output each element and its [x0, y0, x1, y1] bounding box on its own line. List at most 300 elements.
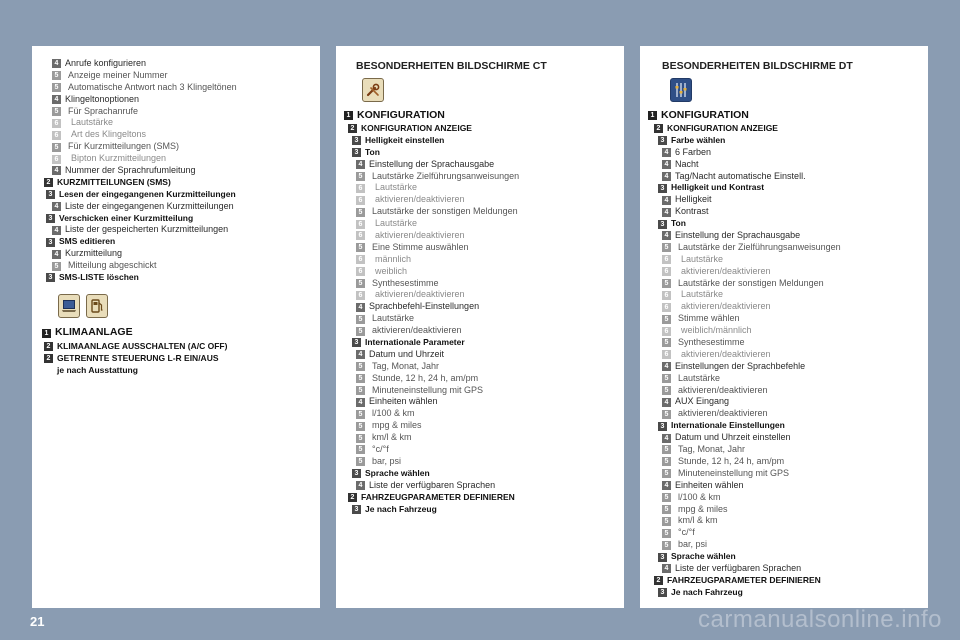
- menu-item-level-5: [640, 527, 928, 539]
- menu-item-level-3: [32, 272, 320, 284]
- menu-item-level-5: [336, 313, 624, 325]
- menu-item-level-5: [336, 206, 624, 218]
- level-badge: 3: [352, 505, 361, 514]
- menu-item-level-3: [640, 551, 928, 563]
- config-icons: [336, 78, 624, 104]
- menu-item-text: l/100 & km: [372, 408, 415, 419]
- level-badge: 2: [44, 342, 53, 351]
- level-badge: 4: [52, 226, 61, 235]
- menu-item-level-6: [336, 289, 624, 301]
- menu-item-level-4: [32, 94, 320, 106]
- menu-item-level-5: [640, 385, 928, 397]
- menu-item-text: Lautstärke der Zielführungsanweisungen: [678, 241, 841, 252]
- menu-item-text: Lautstärke Zielführungsanweisungen: [372, 170, 520, 181]
- menu-item-text: Bipton Kurzmitteilungen: [71, 153, 167, 164]
- menu-item-text: Nacht: [675, 158, 699, 169]
- menu-item-text: Lautstärke: [678, 372, 721, 383]
- page-number: 21: [30, 614, 45, 629]
- level-badge: 5: [662, 243, 671, 252]
- level-badge: 5: [662, 315, 671, 324]
- menu-item-text: aktivieren/deaktivieren: [375, 289, 465, 300]
- level-badge: 5: [356, 374, 365, 383]
- menu-item-text: männlich: [375, 253, 412, 264]
- level-badge: 5: [356, 208, 365, 217]
- menu-item-text: Synthesestimme: [678, 337, 745, 348]
- level-badge: 6: [356, 184, 365, 193]
- menu-item-text: Nummer der Sprachrufumleitung: [65, 165, 196, 176]
- menu-item-text: Automatische Antwort nach 3 Klingeltönen: [68, 81, 237, 92]
- menu-item-text: KLIMAANLAGE AUSSCHALTEN (A/C OFF): [57, 340, 228, 351]
- level-badge: 1: [344, 111, 353, 120]
- menu-item-level-4: [640, 480, 928, 492]
- level-badge: 3: [46, 190, 55, 199]
- menu-item-text: Kurzmitteilung: [65, 248, 123, 259]
- menu-item-text: Anzeige meiner Nummer: [68, 69, 168, 80]
- level-badge: 2: [654, 576, 663, 585]
- menu-item-text: Sprache wählen: [671, 551, 736, 562]
- menu-item-level-5: [336, 432, 624, 444]
- level-badge: 5: [356, 327, 365, 336]
- menu-item-text: Lautstärke: [71, 117, 114, 128]
- menu-item-level-5: [640, 539, 928, 551]
- level-badge: 4: [662, 231, 671, 240]
- level-badge: 5: [356, 243, 365, 252]
- level-badge: 5: [662, 410, 671, 419]
- level-badge: 6: [356, 196, 365, 205]
- menu-item-text: mpg & miles: [678, 503, 728, 514]
- menu-item-text: Je nach Fahrzeug: [671, 586, 743, 597]
- menu-item-text: aktivieren/deaktivieren: [375, 230, 465, 241]
- menu-item-text: 6 Farben: [675, 146, 712, 157]
- menu-item-level-3: [336, 337, 624, 349]
- menu-item-text: aktivieren/deaktivieren: [375, 194, 465, 205]
- menu-item-text: aktivieren/deaktivieren: [372, 325, 462, 336]
- dt-menu-tree: [640, 108, 928, 599]
- menu-item-level-2: [32, 341, 320, 353]
- menu-item-text: Art des Klingeltons: [71, 129, 147, 140]
- menu-item-text: °c/°f: [678, 527, 695, 538]
- menu-item-text: aktivieren/deaktivieren: [678, 384, 768, 395]
- menu-item-level-5: [336, 456, 624, 468]
- menu-item-text: aktivieren/deaktivieren: [681, 348, 771, 359]
- menu-item-level-5: [32, 260, 320, 272]
- menu-item-text: Lautstärke: [372, 313, 415, 324]
- menu-item-text: Einheiten wählen: [369, 396, 438, 407]
- menu-item-level-4: [336, 396, 624, 408]
- menu-item-text: Minuteneinstellung mit GPS: [372, 384, 484, 395]
- menu-item-level-5: [640, 313, 928, 325]
- menu-item-level-6: [336, 182, 624, 194]
- menu-item-level-5: [640, 456, 928, 468]
- middle-panel: [336, 46, 624, 608]
- menu-item-text: Einstellung der Sprachausgabe: [369, 158, 495, 169]
- menu-item-text: Eine Stimme auswählen: [372, 241, 469, 252]
- menu-item-text: je nach Ausstattung: [57, 364, 138, 375]
- menu-item-level-6: [32, 129, 320, 141]
- menu-item-text: Tag, Monat, Jahr: [372, 360, 440, 371]
- level-badge: 4: [52, 59, 61, 68]
- menu-item-text: SMS-LISTE löschen: [59, 272, 139, 283]
- menu-item-level-2: [32, 177, 320, 189]
- fuel-pump-icon: [86, 294, 108, 318]
- level-badge: 3: [658, 184, 667, 193]
- menu-item-level-6: [336, 230, 624, 242]
- level-badge: 5: [662, 445, 671, 454]
- left-panel: [32, 46, 320, 608]
- config-icons: [640, 78, 928, 104]
- level-badge: 3: [352, 338, 361, 347]
- menu-item-level-4: [640, 432, 928, 444]
- level-badge: 6: [52, 119, 61, 128]
- menu-item-level-3: [640, 218, 928, 230]
- panel-title: BESONDERHEITEN BILDSCHIRME CT: [356, 60, 547, 72]
- menu-item-level-4: [640, 171, 928, 183]
- laptop-icon: [58, 294, 80, 318]
- menu-item-level-3: [336, 504, 624, 516]
- right-panel: [640, 46, 928, 608]
- settings-sliders-icon: [670, 78, 692, 102]
- menu-item-level-4: [336, 480, 624, 492]
- menu-item-text: Helligkeit einstellen: [365, 134, 445, 145]
- level-badge: 4: [356, 303, 365, 312]
- menu-item-level-5: [336, 385, 624, 397]
- menu-item-level-5: [336, 420, 624, 432]
- ct-menu-tree: [336, 108, 624, 515]
- level-badge: 5: [52, 143, 61, 152]
- level-badge: 5: [356, 386, 365, 395]
- menu-item-text: aktivieren/deaktivieren: [678, 408, 768, 419]
- menu-item-text: Einheiten wählen: [675, 479, 744, 490]
- level-badge: 4: [52, 95, 61, 104]
- menu-item-level-4: [336, 159, 624, 171]
- menu-item-level-4: [640, 194, 928, 206]
- menu-item-level-5: [336, 278, 624, 290]
- level-badge: 6: [356, 255, 365, 264]
- menu-item-level-3: [32, 189, 320, 201]
- menu-item-level-3: [32, 236, 320, 248]
- level-badge: 3: [352, 148, 361, 157]
- menu-item-text: Helligkeit: [675, 194, 712, 205]
- menu-item-text: Internationale Einstellungen: [671, 420, 785, 431]
- level-badge: 5: [662, 541, 671, 550]
- menu-item-level-2: [336, 492, 624, 504]
- menu-item-level-4: [640, 361, 928, 373]
- menu-item-text: Klingeltonoptionen: [65, 93, 140, 104]
- level-badge: 5: [52, 262, 61, 271]
- level-badge: 5: [662, 505, 671, 514]
- level-badge: 5: [662, 493, 671, 502]
- level-badge: 3: [658, 422, 667, 431]
- level-badge: 6: [356, 231, 365, 240]
- menu-item-level-2: [640, 575, 928, 587]
- level-badge: 4: [662, 564, 671, 573]
- menu-item-text: Minuteneinstellung mit GPS: [678, 467, 790, 478]
- menu-item-text: Für Kurzmitteilungen (SMS): [68, 141, 180, 152]
- menu-item-level-3: [336, 147, 624, 159]
- menu-item-text: aktivieren/deaktivieren: [681, 265, 771, 276]
- menu-item-text: Einstellungen der Sprachbefehle: [675, 360, 806, 371]
- menu-item-level-5: [640, 492, 928, 504]
- level-badge: 4: [662, 196, 671, 205]
- menu-item-text: Stunde, 12 h, 24 h, am/pm: [678, 455, 785, 466]
- level-badge: 4: [356, 481, 365, 490]
- menu-item-level-4: [32, 224, 320, 236]
- menu-item-text: km/l & km: [372, 432, 412, 443]
- level-badge: 6: [52, 131, 61, 140]
- level-badge: 2: [654, 124, 663, 133]
- menu-item-level-4: [32, 165, 320, 177]
- menu-item-level-4: [336, 301, 624, 313]
- menu-item-text: Anrufe konfigurieren: [65, 58, 147, 68]
- menu-item-text: bar, psi: [678, 539, 708, 550]
- menu-item-text: Stimme wählen: [678, 313, 740, 324]
- level-badge: 3: [352, 469, 361, 478]
- menu-item-level-5: [336, 325, 624, 337]
- menu-item-level-5: [640, 242, 928, 254]
- level-badge: 5: [356, 362, 365, 371]
- menu-item-text: km/l & km: [678, 515, 718, 526]
- menu-item-text: KONFIGURATION: [661, 108, 749, 121]
- menu-item-text: Internationale Parameter: [365, 337, 465, 348]
- menu-item-level-1: [32, 326, 320, 341]
- level-badge: 1: [42, 329, 51, 338]
- menu-item-text: Liste der verfügbaren Sprachen: [369, 479, 496, 490]
- menu-item-level-3: [32, 213, 320, 225]
- menu-item-level-6: [640, 325, 928, 337]
- level-badge: 2: [348, 493, 357, 502]
- menu-item-level-4: [640, 147, 928, 159]
- menu-item-level-6: [336, 254, 624, 266]
- menu-item-text: Lesen der eingegangenen Kurzmitteilungen: [59, 188, 236, 199]
- menu-item-level-4: [640, 230, 928, 242]
- level-badge: 5: [662, 386, 671, 395]
- menu-item-text: Lautstärke der sonstigen Meldungen: [678, 277, 824, 288]
- menu-item-text: Lautstärke der sonstigen Meldungen: [372, 206, 518, 217]
- menu-item-level-2: [336, 123, 624, 135]
- menu-item-level-3: [336, 468, 624, 480]
- level-badge: 4: [356, 350, 365, 359]
- menu-item-text: Synthesestimme: [372, 277, 439, 288]
- level-badge: 2: [44, 354, 53, 363]
- level-badge: 6: [52, 155, 61, 164]
- menu-item-text: Ton: [365, 146, 380, 157]
- level-badge: 6: [662, 291, 671, 300]
- menu-item-level-5: [640, 337, 928, 349]
- menu-item-level-5: [336, 171, 624, 183]
- menu-item-level-5: [640, 444, 928, 456]
- menu-item-level-5: [32, 141, 320, 153]
- menu-item-level-4: [32, 201, 320, 213]
- level-badge: 5: [662, 469, 671, 478]
- level-badge: 4: [52, 250, 61, 259]
- level-badge: 5: [356, 434, 365, 443]
- level-badge: 6: [356, 291, 365, 300]
- level-badge: 4: [52, 166, 61, 175]
- menu-item-text: KONFIGURATION: [357, 108, 445, 121]
- menu-item-text: weiblich/männlich: [681, 325, 752, 336]
- menu-item-text: bar, psi: [372, 455, 402, 466]
- menu-item-level-4: [640, 159, 928, 171]
- level-badge: 5: [662, 338, 671, 347]
- menu-item-level-3: [640, 420, 928, 432]
- menu-item-level-5: [640, 278, 928, 290]
- level-badge: 4: [356, 398, 365, 407]
- level-badge: 5: [662, 529, 671, 538]
- level-badge: 6: [662, 267, 671, 276]
- level-badge: 6: [662, 327, 671, 336]
- menu-item-level-6: [32, 153, 320, 165]
- menu-item-text: Liste der gespeicherten Kurzmitteilungen: [65, 224, 229, 235]
- menu-item-level-6: [336, 218, 624, 230]
- level-badge: 5: [356, 410, 365, 419]
- menu-item-level-5: [336, 373, 624, 385]
- menu-item-text: KURZMITTEILUNGEN (SMS): [57, 176, 171, 187]
- level-badge: 2: [348, 124, 357, 133]
- level-badge: 4: [662, 148, 671, 157]
- level-badge: 5: [662, 457, 671, 466]
- menu-item-level-6: [640, 301, 928, 313]
- level-badge: 4: [356, 160, 365, 169]
- menu-item-text: Sprache wählen: [365, 467, 430, 478]
- level-badge: 4: [662, 434, 671, 443]
- level-badge: 5: [356, 279, 365, 288]
- level-badge: 6: [662, 350, 671, 359]
- level-badge: 4: [662, 172, 671, 181]
- menu-item-level-1: [336, 108, 624, 123]
- menu-item-level-5: [32, 82, 320, 94]
- level-badge: 3: [658, 220, 667, 229]
- level-badge: 5: [356, 422, 365, 431]
- menu-item-level-5: [640, 504, 928, 516]
- level-badge: 3: [658, 588, 667, 597]
- menu-item-text: Farbe wählen: [671, 134, 726, 145]
- level-badge: 4: [662, 160, 671, 169]
- menu-item-level-5: [640, 515, 928, 527]
- menu-item-text: SMS editieren: [59, 236, 116, 247]
- menu-item-text: Liste der eingegangenen Kurzmitteilungen: [65, 200, 234, 211]
- menu-item-text: Tag/Nacht automatische Einstell.: [675, 170, 806, 181]
- level-badge: 5: [356, 457, 365, 466]
- menu-item-text: Einstellung der Sprachausgabe: [675, 230, 801, 241]
- menu-item-level-6: [640, 254, 928, 266]
- panel-title: BESONDERHEITEN BILDSCHIRME DT: [662, 60, 853, 72]
- menu-item-level-5: [336, 444, 624, 456]
- left-top-menu-tree: [32, 58, 320, 284]
- level-badge: 3: [352, 136, 361, 145]
- level-badge: 4: [52, 202, 61, 211]
- menu-item-text: Datum und Uhrzeit: [369, 348, 445, 359]
- menu-item-text: mpg & miles: [372, 420, 422, 431]
- level-badge: 3: [658, 136, 667, 145]
- menu-item-text: °c/°f: [372, 444, 389, 455]
- menu-item-level-4: [640, 563, 928, 575]
- menu-item-level-3: [336, 135, 624, 147]
- level-badge: 5: [52, 83, 61, 92]
- menu-item-text: GETRENNTE STEUERUNG L-R EIN/AUS: [57, 352, 219, 363]
- menu-item-level-0: [32, 365, 320, 377]
- menu-item-level-2: [640, 123, 928, 135]
- level-badge: 6: [356, 220, 365, 229]
- menu-item-level-6: [336, 266, 624, 278]
- menu-item-text: KONFIGURATION ANZEIGE: [667, 123, 778, 133]
- left-bottom-menu-tree: [32, 326, 320, 377]
- menu-item-text: FAHRZEUGPARAMETER DEFINIEREN: [667, 574, 821, 585]
- menu-item-level-5: [640, 373, 928, 385]
- menu-item-level-5: [640, 408, 928, 420]
- menu-item-level-1: [640, 108, 928, 123]
- menu-item-text: KONFIGURATION ANZEIGE: [361, 123, 472, 133]
- level-badge: 5: [52, 71, 61, 80]
- menu-item-level-4: [336, 349, 624, 361]
- menu-item-level-5: [32, 70, 320, 82]
- menu-item-text: Mitteilung abgeschickt: [68, 260, 157, 271]
- level-badge: 2: [44, 178, 53, 187]
- menu-item-text: l/100 & km: [678, 491, 721, 502]
- menu-item-level-6: [640, 266, 928, 278]
- menu-item-level-2: [32, 353, 320, 365]
- level-badge: 3: [46, 214, 55, 223]
- menu-item-level-6: [336, 194, 624, 206]
- menu-item-text: Kontrast: [675, 206, 709, 217]
- menu-item-text: Liste der verfügbaren Sprachen: [675, 562, 802, 573]
- level-badge: 5: [662, 279, 671, 288]
- level-badge: 3: [46, 273, 55, 282]
- level-badge: 5: [662, 374, 671, 383]
- menu-item-text: Ton: [671, 218, 686, 229]
- level-badge: 5: [356, 445, 365, 454]
- menu-item-text: Je nach Fahrzeug: [365, 503, 437, 514]
- menu-item-level-6: [640, 349, 928, 361]
- menu-item-level-3: [640, 135, 928, 147]
- level-badge: 5: [662, 517, 671, 526]
- menu-item-text: Lautstärke: [681, 289, 724, 300]
- level-badge: 3: [658, 553, 667, 562]
- level-badge: 5: [356, 315, 365, 324]
- menu-item-text: Tag, Monat, Jahr: [678, 444, 746, 455]
- menu-item-level-5: [640, 468, 928, 480]
- menu-item-level-5: [32, 106, 320, 118]
- level-badge: 6: [356, 267, 365, 276]
- level-badge: 6: [662, 255, 671, 264]
- level-badge: 3: [46, 238, 55, 247]
- menu-item-level-5: [336, 408, 624, 420]
- menu-item-level-6: [32, 117, 320, 129]
- level-badge: 6: [662, 303, 671, 312]
- settings-tools-icon: [362, 78, 384, 102]
- menu-item-text: Verschicken einer Kurzmitteilung: [59, 212, 194, 223]
- level-badge: 4: [662, 481, 671, 490]
- menu-item-text: Sprachbefehl-Einstellungen: [369, 301, 480, 312]
- menu-item-level-3: [640, 587, 928, 599]
- level-badge: 4: [662, 362, 671, 371]
- watermark: carmanualsonline.info: [698, 606, 942, 633]
- menu-item-level-4: [32, 248, 320, 260]
- level-badge: 5: [356, 172, 365, 181]
- menu-item-text: Lautstärke: [681, 253, 724, 264]
- menu-item-text: KLIMAANLAGE: [55, 326, 133, 339]
- menu-item-level-3: [640, 182, 928, 194]
- level-badge: 1: [648, 111, 657, 120]
- level-badge: 5: [52, 107, 61, 116]
- climate-icons: [32, 294, 320, 320]
- menu-item-text: Für Sprachanrufe: [68, 105, 139, 116]
- menu-item-level-5: [336, 242, 624, 254]
- menu-item-text: AUX Eingang: [675, 396, 730, 407]
- menu-item-level-4: [640, 206, 928, 218]
- menu-item-text: Datum und Uhrzeit einstellen: [675, 432, 791, 443]
- menu-item-level-4: [640, 396, 928, 408]
- menu-item-text: weiblich: [375, 265, 408, 276]
